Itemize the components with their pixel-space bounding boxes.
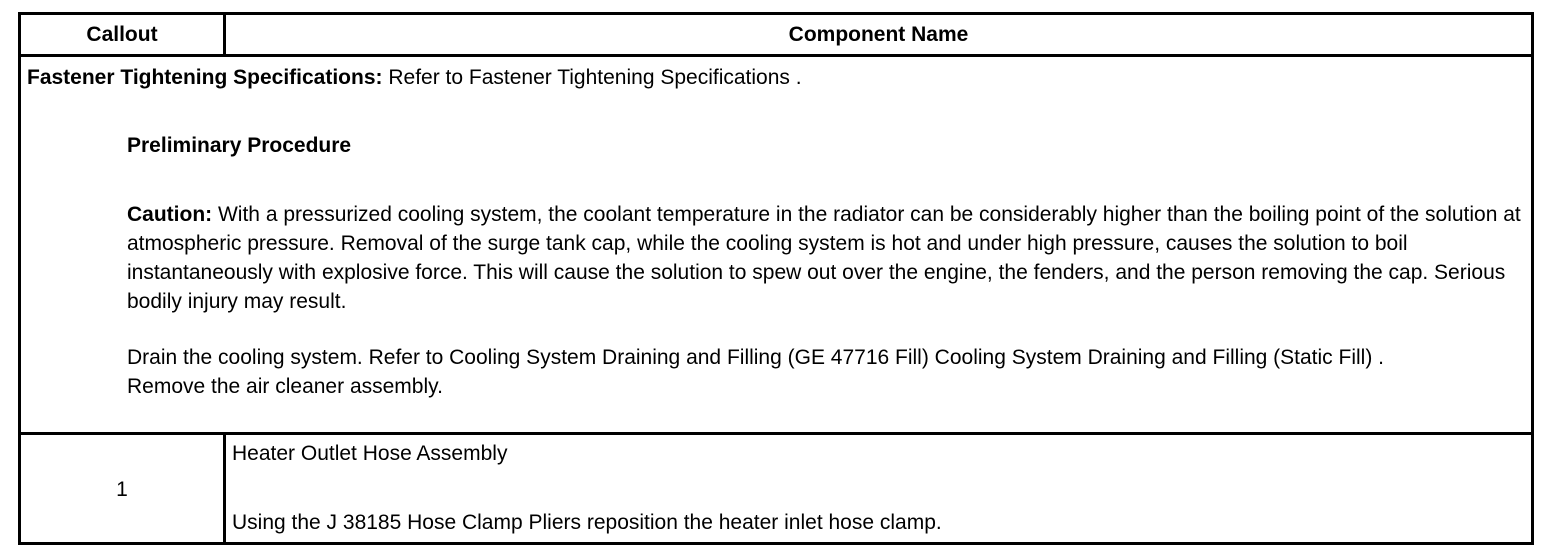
component-instruction: Using the J 38185 Hose Clamp Pliers reposition the heater inlet hose clamp. — [232, 511, 942, 534]
component-name: Heater Outlet Hose Assembly — [232, 442, 508, 465]
caution-text: With a pressurized cooling system, the coolant temperature in the radiator can be considerably higher than the boiling point of the solution at atmospheric pressure. Removal of the surge tank cap, while the cooling system is hot and under high pressure, causes the solution to boil instantaneously with explosive force. This will cause the solution to spew out over the engine, the fenders, and the person removing the cap. Serious bodily injury may result. — [127, 203, 1521, 313]
row-divider — [21, 432, 1531, 435]
preliminary-steps — [127, 343, 1527, 401]
fastener-spec-label: Fastener Tightening Specifications: — [27, 66, 383, 89]
step-drain-cooling: Drain the cooling system. Refer to Cooling System Draining and Filling (GE 47716 Fill) Cooling System Draining and Filling (Static Fill) . — [127, 346, 1385, 369]
fastener-spec-line — [27, 66, 802, 90]
row-column-divider — [223, 432, 226, 545]
header-divider — [21, 54, 1531, 57]
caution-note — [127, 200, 1527, 316]
fastener-spec-text: Refer to Fastener Tightening Specifications . — [382, 66, 802, 89]
caution-label: Caution: — [127, 203, 213, 226]
header-callout: Callout — [86, 23, 158, 46]
header-column-divider — [223, 15, 226, 55]
callout-number: 1 — [116, 478, 128, 501]
header-component-name: Component Name — [788, 23, 969, 46]
procedure-table — [18, 12, 1534, 545]
preliminary-heading: Preliminary Procedure — [127, 134, 352, 157]
step-remove-air-cleaner: Remove the air cleaner assembly. — [127, 375, 443, 398]
